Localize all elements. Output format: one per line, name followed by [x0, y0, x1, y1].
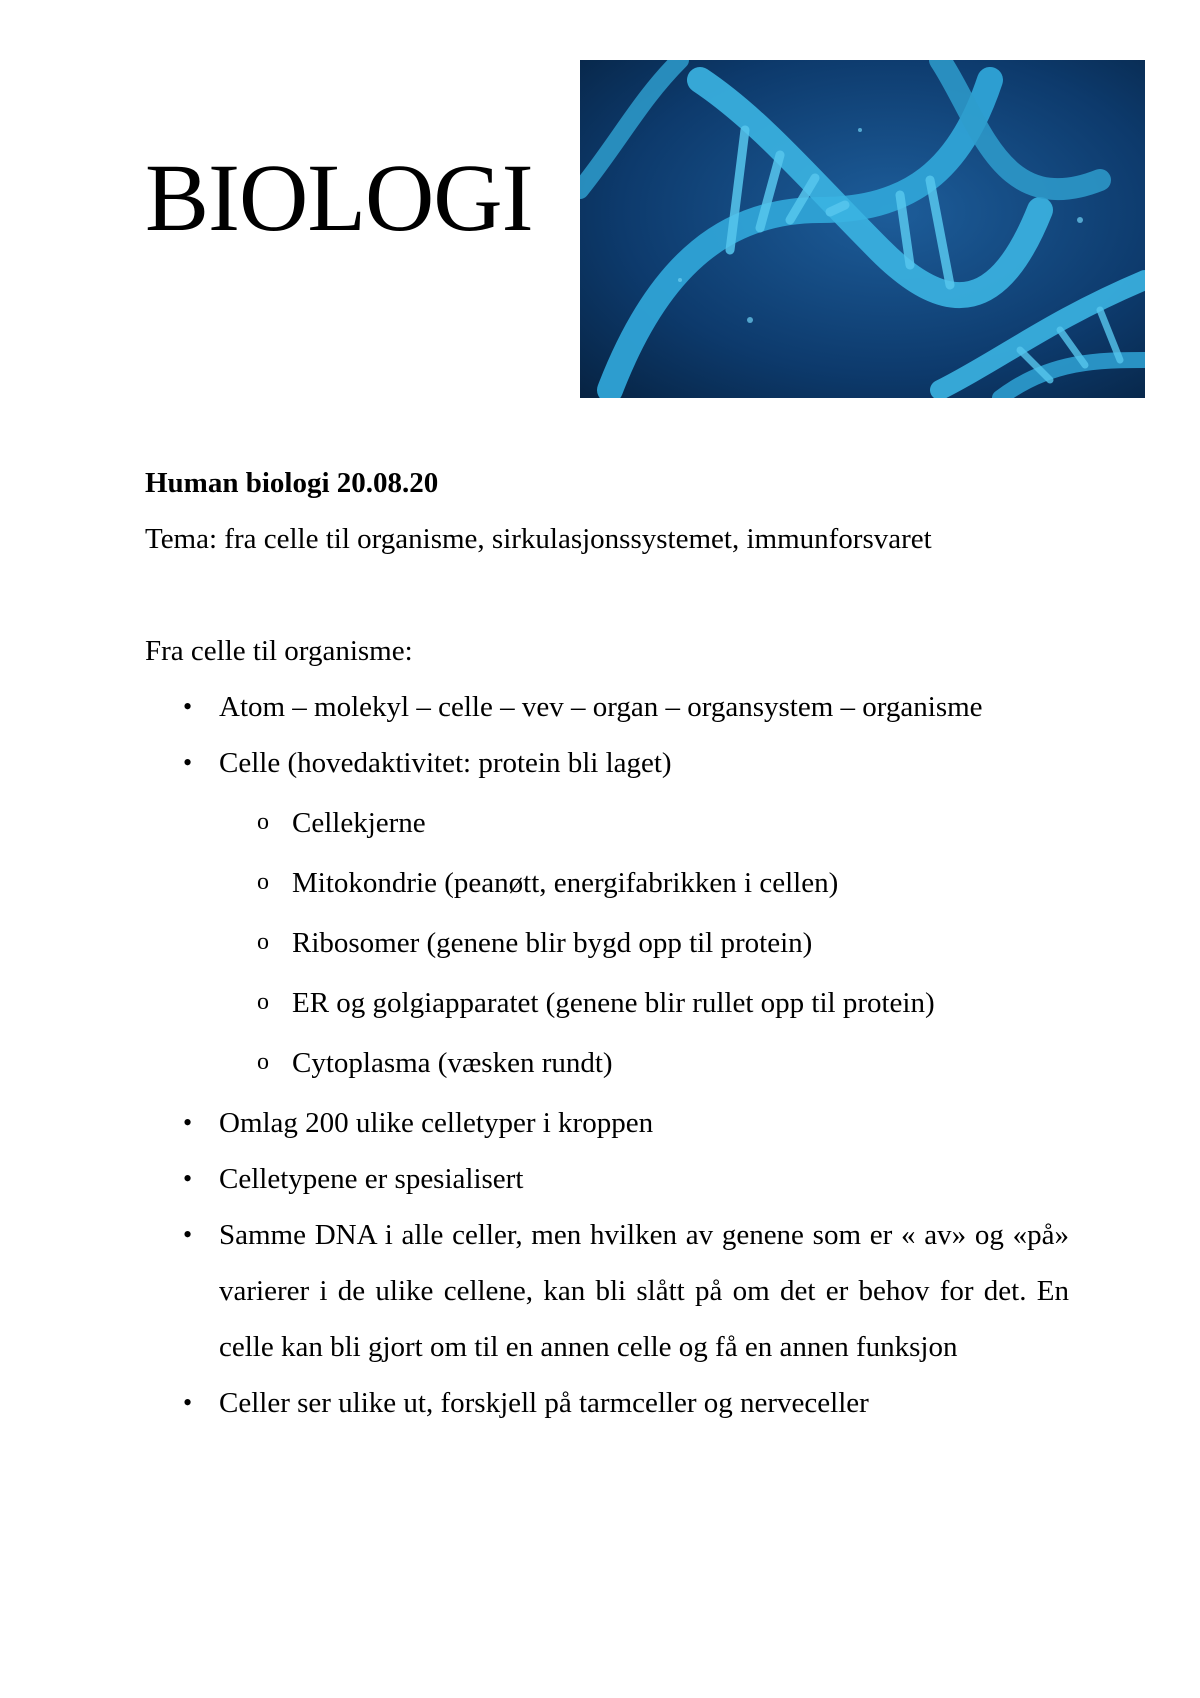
list-item-label: Celle (hovedaktivitet: protein bli laget)	[219, 747, 672, 779]
sub-list-item: o Ribosomer (genene blir bygd opp til protein)	[145, 915, 1069, 971]
sub-list-item: o Cellekjerne	[145, 795, 1069, 851]
section-title: Fra celle til organisme:	[145, 635, 413, 667]
sub-list-item: o Cytoplasma (væsken rundt)	[145, 1035, 1069, 1091]
sub-list	[219, 795, 1069, 1091]
note-heading: Human biologi 20.08.20	[145, 467, 439, 499]
list-item: • Celler ser ulike ut, forskjell på tarmceller og nerveceller	[145, 1375, 1069, 1431]
list-item: • Samme DNA i alle celler, men hvilken av genene som er « av» og «på» varierer i de ulike cellene, kan bli slått på om det er behov for det. En celle kan bli gjort om til en annen celle og få en annen funksjon	[145, 1207, 1069, 1375]
list-item: • Celletypene er spesialisert	[145, 1151, 1069, 1207]
dna-helix-image	[580, 60, 1145, 398]
list-item: • Atom – molekyl – celle – vev – organ – organsystem – organisme	[145, 679, 1069, 735]
note-theme: Tema: fra celle til organisme, sirkulasjonssystemet, immunforsvaret	[145, 523, 932, 555]
list-item: • Omlag 200 ulike celletyper i kroppen	[145, 1095, 1069, 1151]
bullet-list	[145, 679, 1069, 1431]
sub-list-item: o Mitokondrie (peanøtt, energifabrikken i cellen)	[145, 855, 1069, 911]
sub-list-item: o ER og golgiapparatet (genene blir rullet opp til protein)	[145, 975, 1069, 1031]
notes-body	[145, 455, 1069, 1431]
list-item	[145, 735, 1069, 1091]
page-title: BIOLOGI	[145, 144, 533, 251]
